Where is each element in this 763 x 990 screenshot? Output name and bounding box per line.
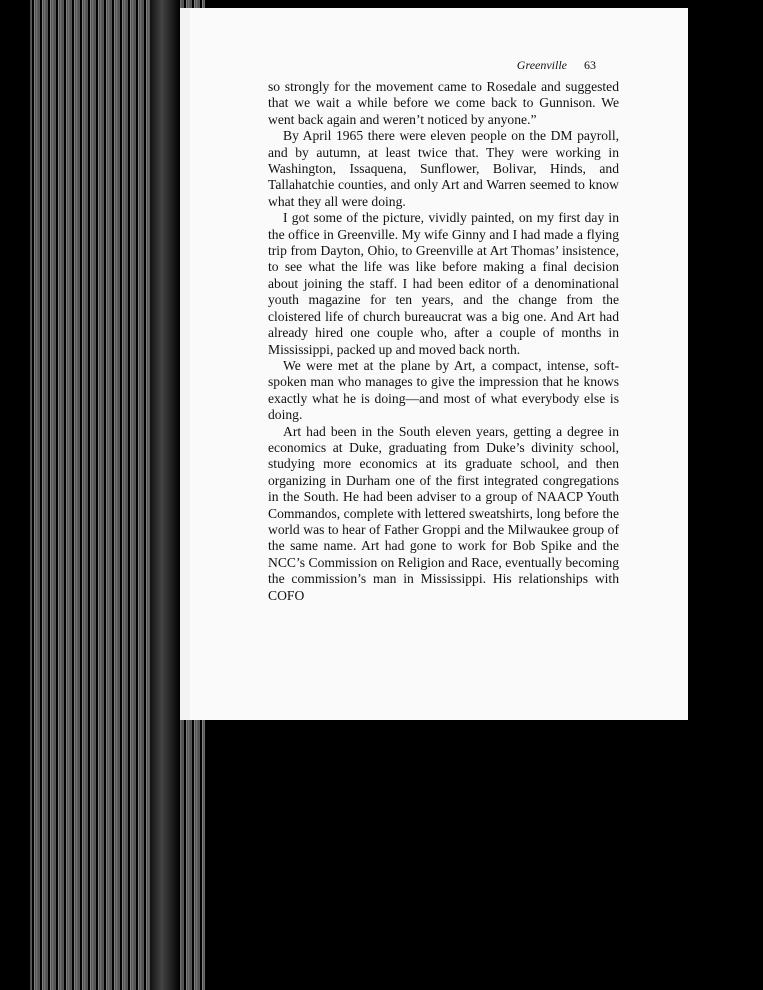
page-number: 63 — [584, 58, 596, 72]
paragraph: Art had been in the South eleven years, getting a degree in economics at Duke, graduating from Duke’s divinity school, studying more economics at its graduate school, and then organizing in Durham one of the first integrated congregations in the South. He had been adviser to a group of NAACP Youth Commandos, complete with lettered sweatshirts, long before the world was to hear of Father Groppi and the Milwaukee group of the same name. Art had gone to work for Bob Spike and the NCC’s Commission on Religion and Race, eventually becoming the commission’s man in Mississippi. His relationships with COFO — [268, 423, 619, 603]
scan-background-right — [688, 0, 763, 990]
running-header — [517, 58, 596, 73]
paragraph: so strongly for the movement came to Rosedale and suggested that we wait a while before we come back to Gunnison. We went back again and weren’t noticed by anyone.” — [268, 79, 619, 127]
book-page — [180, 8, 696, 720]
running-title: Greenville — [516, 58, 567, 72]
paragraph: We were met at the plane by Art, a compact, intense, soft-spoken man who manages to give the impression that he knows exactly what he is doing—and most of what everybody else is doing. — [268, 357, 619, 423]
paragraph: I got some of the picture, vividly painted, on my first day in the office in Greenville. My wife Ginny and I had made a flying trip from Dayton, Ohio, to Greenville at Art Thomas’ insistence, to see what the life was like before making a final decision about joining the staff. I had been editor of a denominational youth magazine for ten years, and the change from the cloistered life of church bureaucrat was a big one. And Art had already hired one couple who, after a couple of months in Mississippi, packed up and moved back north. — [268, 210, 619, 357]
left-margin-shadow — [0, 0, 30, 990]
paragraph: By April 1965 there were eleven people on the DM payroll, and by autumn, at least twice that. They were working in Washington, Issaquena, Sunflower, Bolivar, Hinds, and Tallahatchie counties, and only Art and Warren seemed to know what they all were doing. — [268, 128, 619, 209]
book-spine-shadow — [150, 0, 180, 990]
body-text — [268, 79, 619, 604]
